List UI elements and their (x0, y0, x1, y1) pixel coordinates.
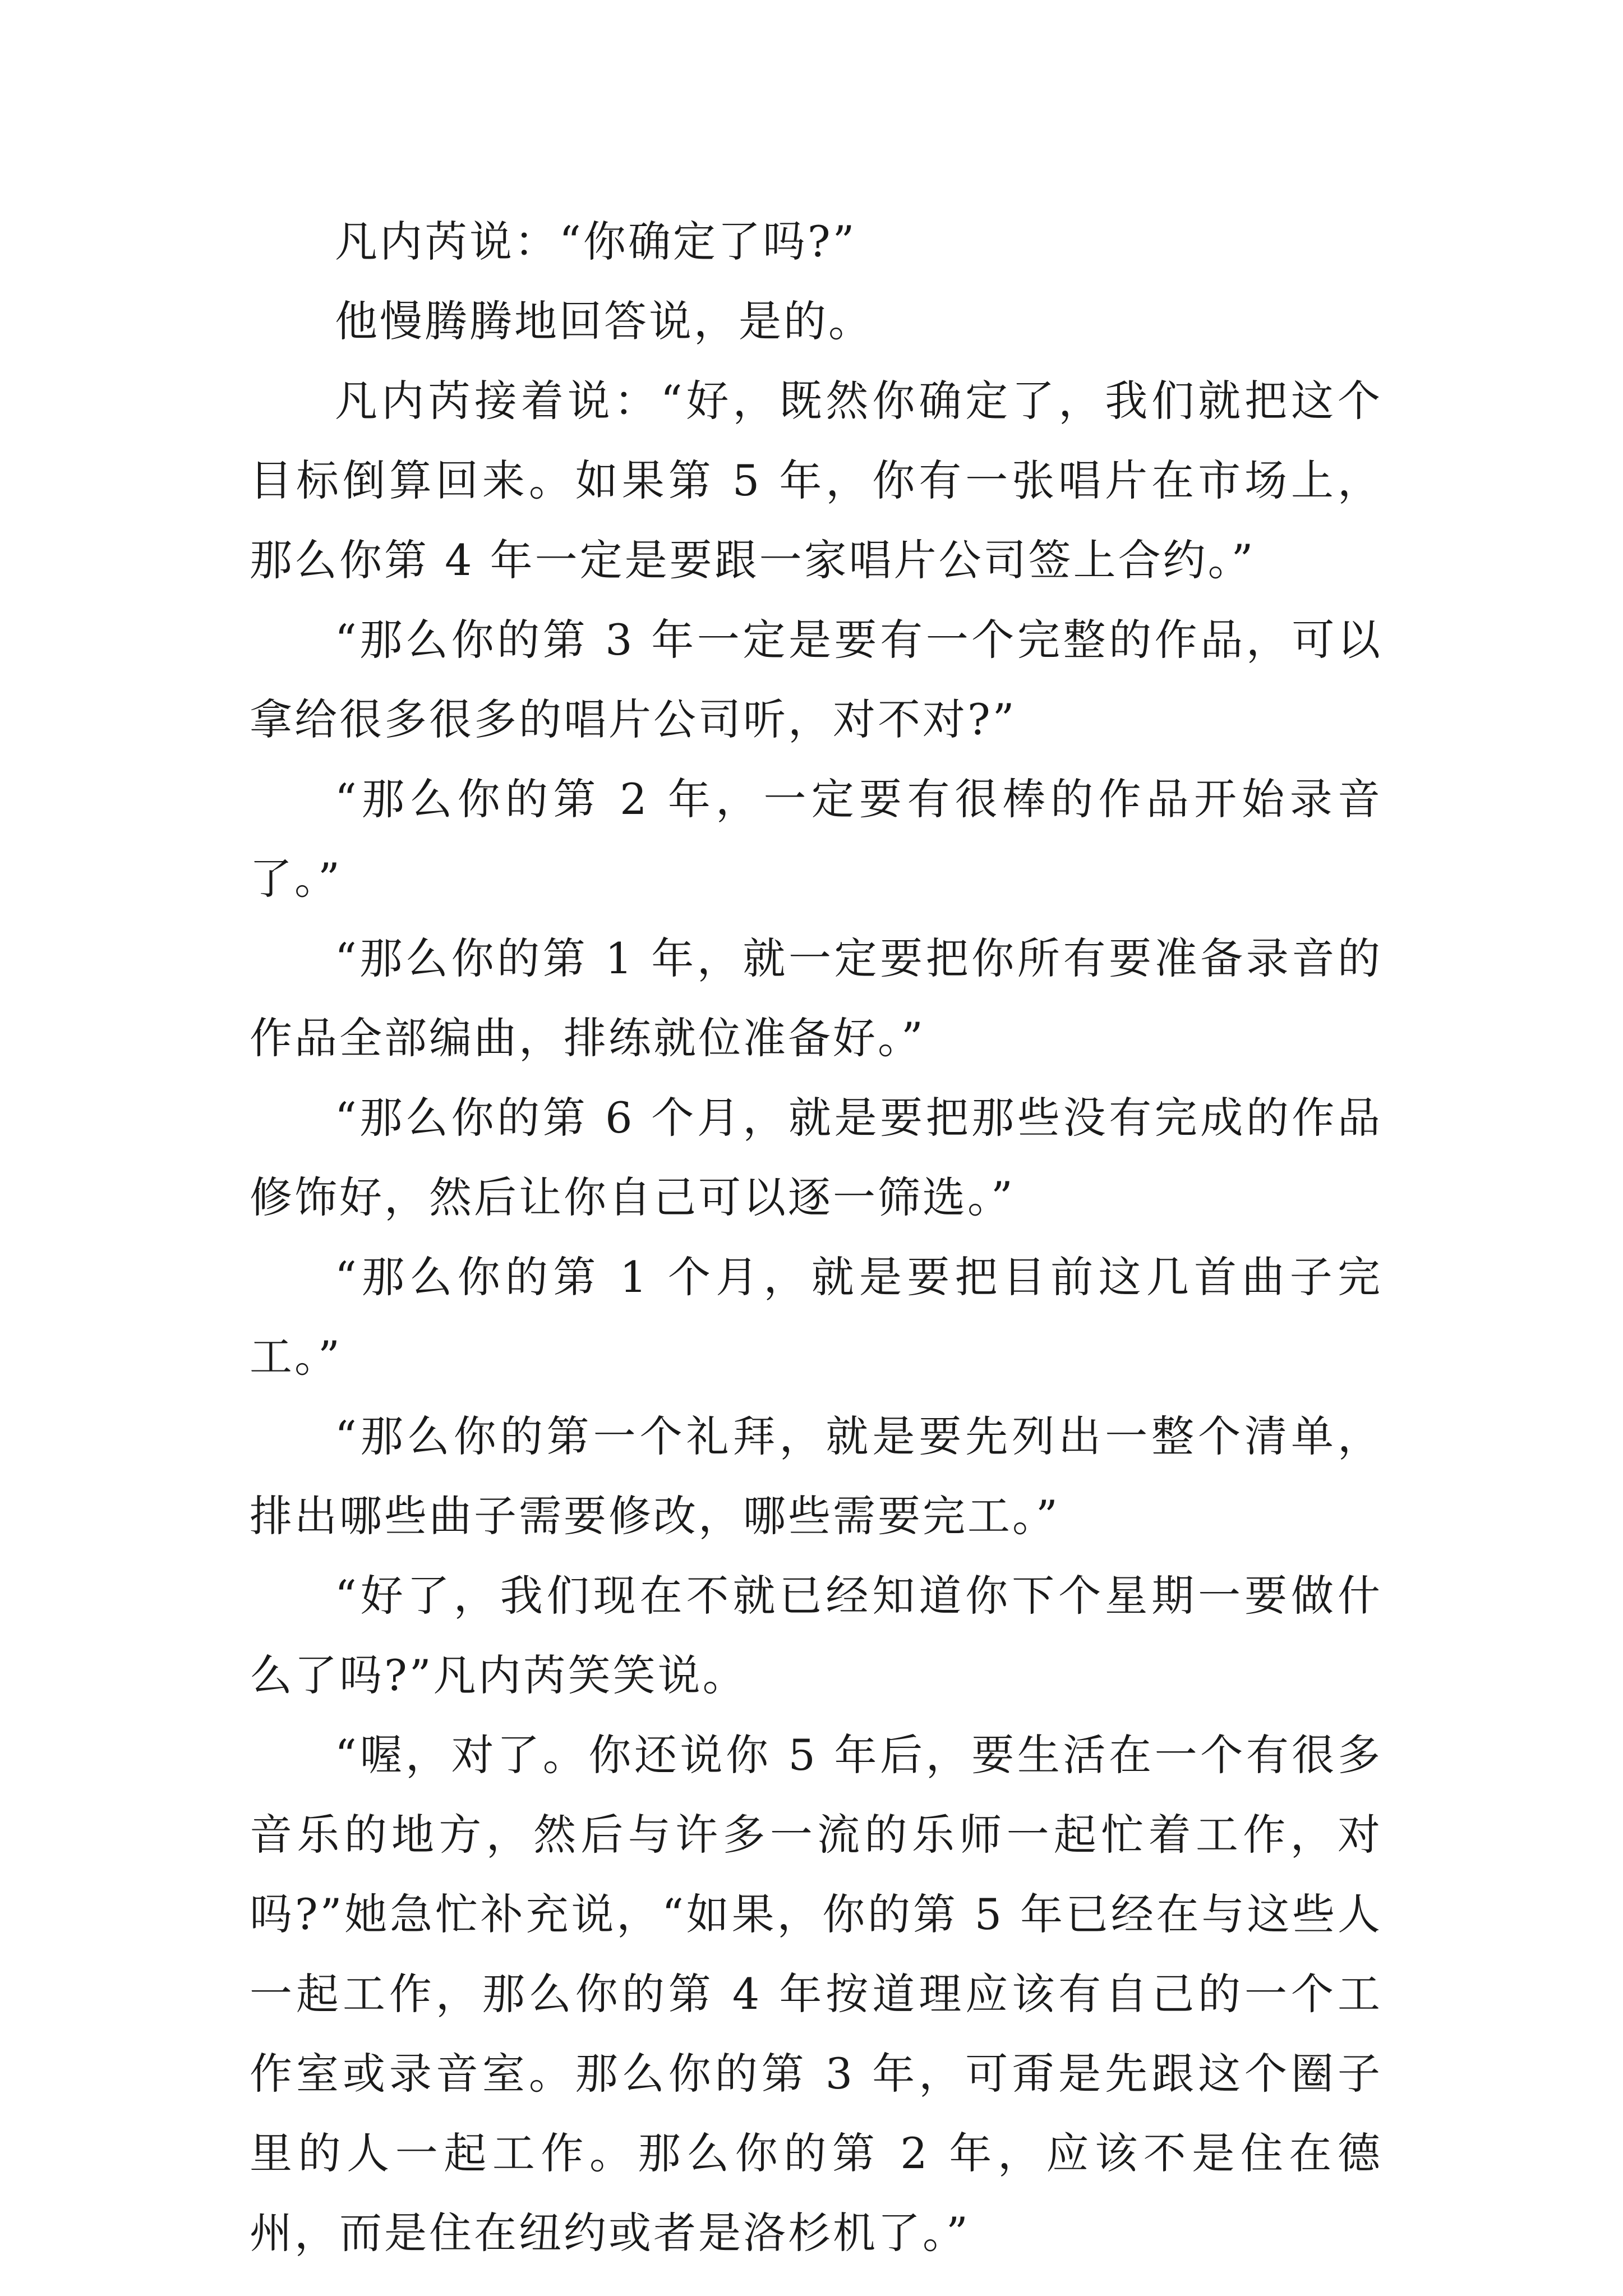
paragraph: 他慢腾腾地回答说，是的。 (335, 296, 873, 346)
paragraph: “那么你的第 6 个月，就是要把那些没有完成的作品修饰好，然后让你自己可以逐一筛选。” (250, 1093, 1382, 1222)
paragraph: “那么你的第 1 年，就一定要把你所有要准备录音的作品全部编曲，排练就位准备好。” (250, 933, 1382, 1063)
paragraph: 凡内芮接着说：“好，既然你确定了，我们就把这个目标倒算回来。如果第 5 年，你有一张唱片在市场上，那么你第 4 年一定是要跟一家唱片公司签上合约。” (250, 376, 1382, 585)
paragraph: “那么你的第 3 年一定是要有一个完整的作品，可以拿给很多很多的唱片公司听，对不对?” (250, 615, 1382, 744)
paragraph: 凡内芮说：“你确定了吗?” (335, 217, 857, 266)
paragraph: “那么你的第 1 个月，就是要把目前这几首曲子完工。” (250, 1252, 1382, 1382)
paragraph: “好了，我们现在不就已经知道你下个星期一要做什么了吗?”凡内芮笑笑说。 (250, 1571, 1382, 1700)
paragraph: “那么你的第一个礼拜，就是要先列出一整个清单，排出哪些曲子需要修改，哪些需要完工。” (250, 1411, 1382, 1541)
paragraph: “喔，对了。你还说你 5 年后，要生活在一个有很多音乐的地方，然后与许多一流的乐师一起忙着工作，对吗?”她急忙补充说，“如果，你的第 5 年已经在与这些人一起工作，那么你的第 4 年按道理应该有自己的一个工作室或录音室。那么你的第 3 年，可甭是先跟这个圈子里的人一起工作。那么你的第 2 年，应该不是住在德州，而是住在纽约或者是洛杉机了。” (250, 1730, 1382, 2258)
document-body (250, 202, 1382, 2273)
paragraph: “那么你的第 2 年，一定要有很棒的作品开始录音了。” (250, 774, 1382, 904)
